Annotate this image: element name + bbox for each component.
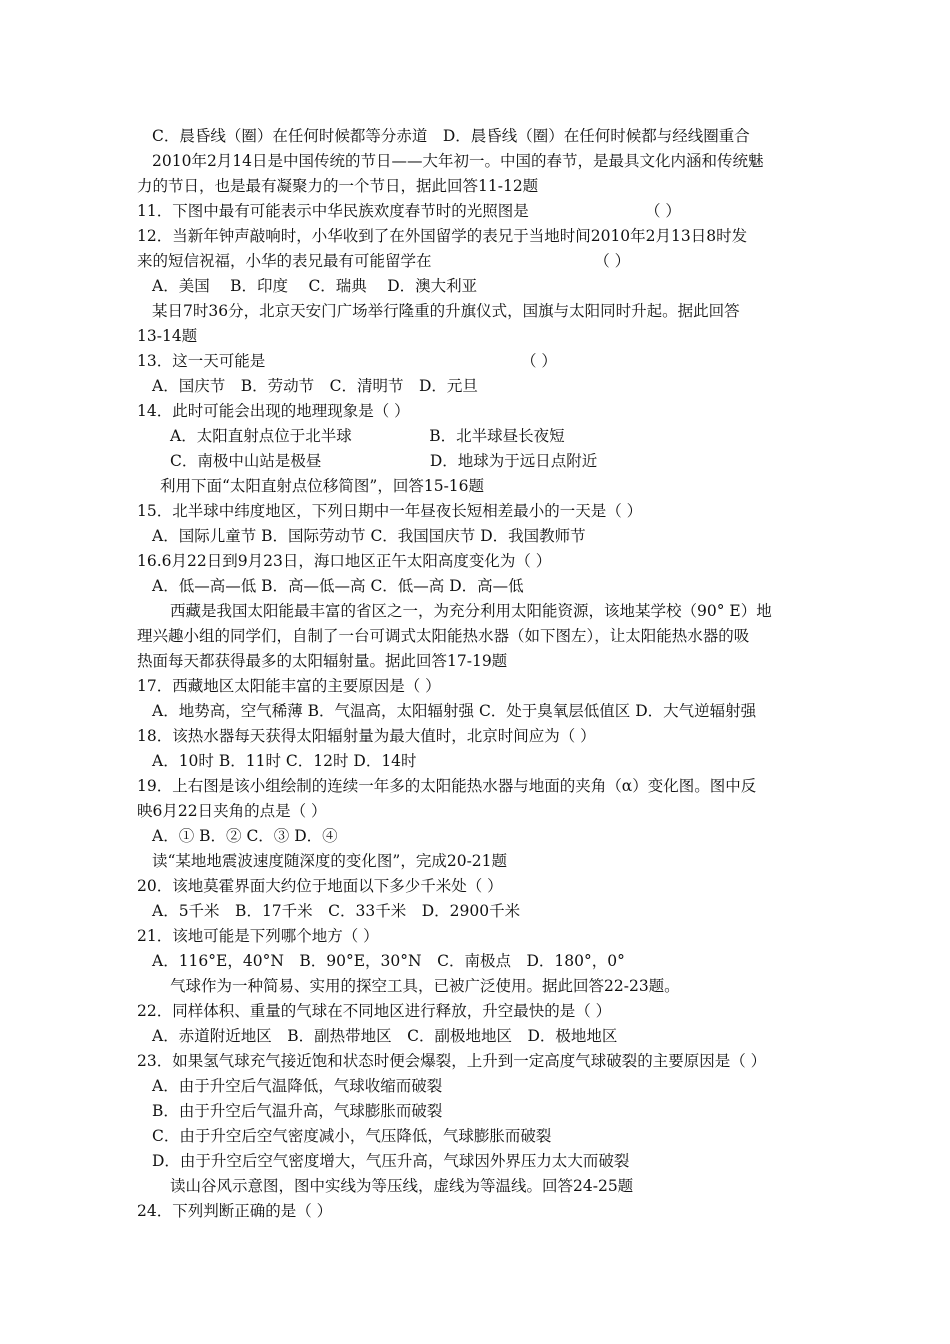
question-22: 22．同样体积、重量的气球在不同地区进行释放，升空最快的是（ ） bbox=[137, 1002, 612, 1020]
intro-15-16: 利用下面“太阳直射点位移简图”，回答15-16题 bbox=[160, 477, 485, 495]
intro-24-25: 读山谷风示意图，图中实线为等压线，虚线为等温线。回答24-25题 bbox=[170, 1177, 634, 1195]
intro-20-21: 读“某地地震波速度随深度的变化图”，完成20-21题 bbox=[152, 852, 508, 870]
question-19-options: A．① B．② C．③ D．④ bbox=[152, 827, 338, 845]
question-14-options-c-d: C．南极中山站是极昼 D．地球为于远日点附近 bbox=[170, 452, 598, 470]
question-21-options: A．116°E，40°N B．90°E，30°N C．南极点 D．180°，0° bbox=[152, 952, 625, 970]
intro-22-23: 气球作为一种简易、实用的探空工具，已被广泛使用。据此回答22-23题。 bbox=[170, 977, 680, 995]
question-15: 15．北半球中纬度地区，下列日期中一年昼夜长短相差最小的一天是（ ） bbox=[137, 502, 643, 520]
question-19-line-2: 映6月22日夹角的点是（ ） bbox=[137, 802, 327, 820]
question-16-options: A．低—高—低 B．高—低—高 C．低—高 D．高—低 bbox=[152, 577, 524, 595]
question-23-option-b: B．由于升空后气温升高，气球膨胀而破裂 bbox=[152, 1102, 443, 1120]
intro-13-14-line-2: 13-14题 bbox=[137, 327, 198, 345]
question-17: 17．西藏地区太阳能丰富的主要原因是（ ） bbox=[137, 677, 441, 695]
question-24: 24．下列判断正确的是（ ） bbox=[137, 1202, 333, 1220]
question-23: 23．如果氢气球充气接近饱和状态时便会爆裂，上升到一定高度气球破裂的主要原因是（ ） bbox=[137, 1052, 767, 1070]
question-15-options: A．国际儿童节 B．国际劳动节 C．我国国庆节 D．我国教师节 bbox=[152, 527, 586, 545]
question-18-options: A．10时 B．11时 C．12时 D．14时 bbox=[152, 752, 417, 770]
question-13: 13．这一天可能是 （ ） bbox=[137, 352, 557, 370]
question-16: 16.6月22日到9月23日，海口地区正午太阳高度变化为（ ） bbox=[137, 552, 552, 570]
question-12-options: A．美国 B．印度 C．瑞典 D．澳大利亚 bbox=[152, 277, 478, 295]
question-19-line-1: 19．上右图是该小组绘制的连续一年多的太阳能热水器与地面的夹角（α）变化图。图中反 bbox=[137, 777, 757, 795]
question-23-option-c: C．由于升空后空气密度减小，气压降低，气球膨胀而破裂 bbox=[152, 1127, 552, 1145]
question-14-options-a-b: A．太阳直射点位于北半球 B．北半球昼长夜短 bbox=[170, 427, 565, 445]
question-14: 14．此时可能会出现的地理现象是（ ） bbox=[137, 402, 410, 420]
question-13-options: A．国庆节 B．劳动节 C．清明节 D．元旦 bbox=[152, 377, 478, 395]
question-11: 11．下图中最有可能表示中华民族欢度春节时的光照图是 （ ） bbox=[137, 202, 681, 220]
intro-11-12-line-1: 2010年2月14日是中国传统的节日——大年初一。中国的春节，是最具文化内涵和传统魅 bbox=[152, 152, 764, 170]
option-line-c-d: C．晨昏线（圈）在任何时候都等分赤道 D．晨昏线（圈）在任何时候都与经线圈重合 bbox=[152, 127, 750, 145]
question-20: 20．该地莫霍界面大约位于地面以下多少千米处（ ） bbox=[137, 877, 503, 895]
question-12-line-2: 来的短信祝福，小华的表兄最有可能留学在 （ ） bbox=[137, 252, 631, 270]
question-20-options: A．5千米 B．17千米 C．33千米 D．2900千米 bbox=[152, 902, 521, 920]
intro-13-14-line-1: 某日7时36分，北京天安门广场举行隆重的升旗仪式，国旗与太阳同时升起。据此回答 bbox=[152, 302, 740, 320]
intro-11-12-line-2: 力的节日，也是最有凝聚力的一个节日，据此回答11-12题 bbox=[137, 177, 539, 195]
question-23-option-d: D．由于升空后空气密度增大，气压升高，气球因外界压力太大而破裂 bbox=[152, 1152, 630, 1170]
question-18: 18．该热水器每天获得太阳辐射量为最大值时，北京时间应为（ ） bbox=[137, 727, 596, 745]
intro-17-19-line-3: 热面每天都获得最多的太阳辐射量。据此回答17-19题 bbox=[137, 652, 508, 670]
question-22-options: A．赤道附近地区 B．副热带地区 C．副极地地区 D．极地地区 bbox=[152, 1027, 618, 1045]
question-23-option-a: A．由于升空后气温降低，气球收缩而破裂 bbox=[152, 1077, 443, 1095]
question-12-line-1: 12．当新年钟声敲响时，小华收到了在外国留学的表兄于当地时间2010年2月13日8时发 bbox=[137, 227, 748, 245]
question-17-options: A．地势高，空气稀薄 B．气温高，太阳辐射强 C．处于臭氧层低值区 D．大气逆辐射强 bbox=[152, 702, 757, 720]
intro-17-19-line-2: 理兴趣小组的同学们，自制了一台可调式太阳能热水器（如下图左），让太阳能热水器的吸 bbox=[137, 627, 750, 645]
intro-17-19-line-1: 西藏是我国太阳能最丰富的省区之一，为充分利用太阳能资源，该地某学校（90° E）地 bbox=[170, 602, 772, 620]
question-21: 21．该地可能是下列哪个地方（ ） bbox=[137, 927, 379, 945]
